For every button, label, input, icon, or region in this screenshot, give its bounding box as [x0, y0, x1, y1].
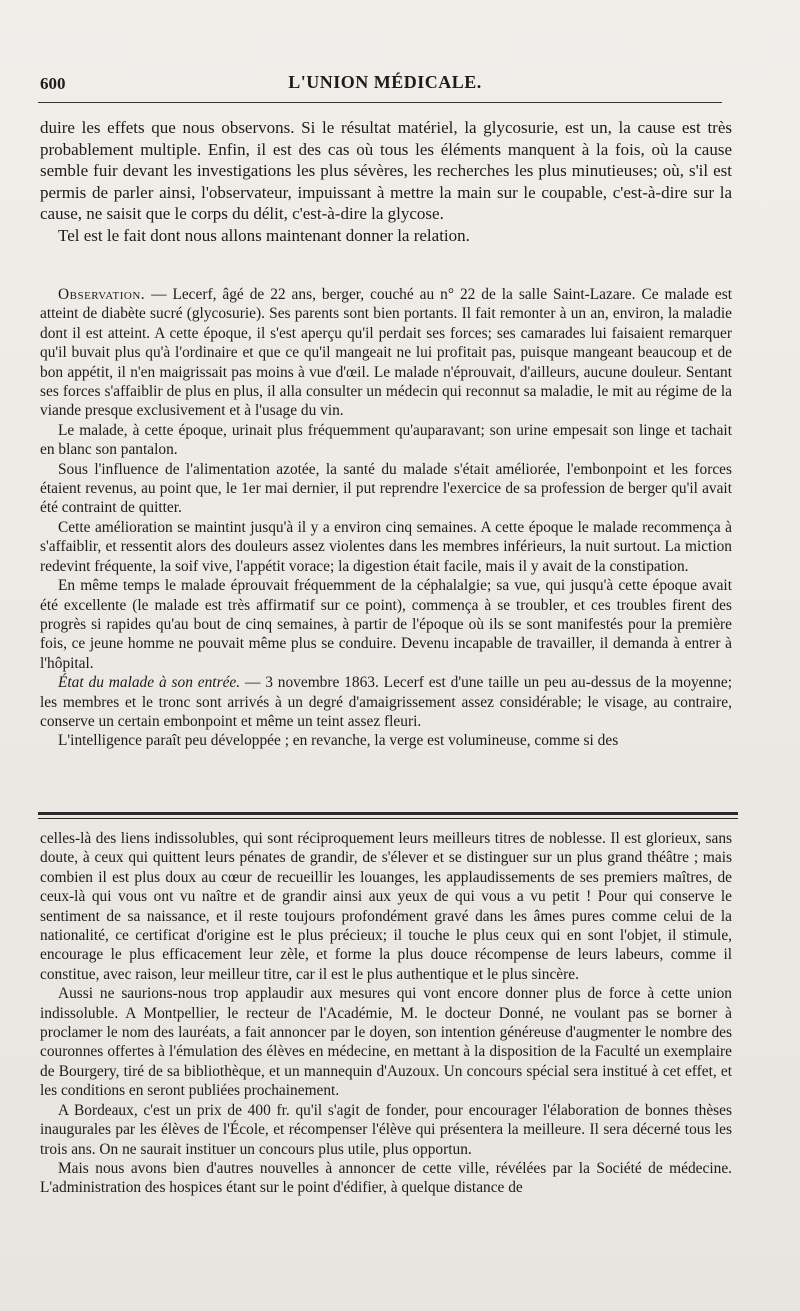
- paragraph-intro-relation: Tel est le fait dont nous allons maintenant donner la relation.: [58, 225, 470, 245]
- page-header: [40, 70, 730, 100]
- upper-article: [40, 117, 732, 246]
- running-title: L'UNION MÉDICALE.: [288, 72, 482, 92]
- paragraph-continuation: duire les effets que nous observons. Si le résultat matériel, la glycosurie, est un, la cause est très probablement multiple. Enfin, il est des cas où tous les éléments manquent à la fois, où la cause semble fuir devant les investigations les plus sévères, les recherches les plus minutieuses; où, s'il est permis de parler ainsi, l'observateur, impuissant à mettre la main sur le coupable, c'est-à-dire sur la cause, ne saisit que le corps du délit, c'est-à-dire la glycose.: [40, 118, 732, 223]
- paragraph-cephalalgie: En même temps le malade éprouvait fréquemment de la céphalalgie; sa vue, qui jusqu'à cette époque avait été excellente (le malade est très affirmatif sur ce point), commença à se troubler, et ces troubles firent des progrès si rapides qu'au bout de cinq semaines, à partir de l'époque où ils se sont manifestés pour la première fois, ce jeune homme ne pouvait même plus se conduire. Devenu incapable de travailler, il demanda à entrer à l'hôpital.: [40, 577, 732, 672]
- lower-article: [40, 829, 732, 1198]
- paragraph-nouvelles: Mais nous avons bien d'autres nouvelles à annoncer de cette ville, révélées par la Société de médecine. L'administration des hospices étant sur le point d'édifier, à quelque distance de: [40, 1159, 732, 1197]
- paragraph-alimentation: Sous l'influence de l'alimentation azotée, la santé du malade s'était améliorée, l'embonpoint et les forces étaient revenus, au point que, le 1er mai dernier, il put reprendre l'exercice de sa profession de berger qu'il avait été contraint de quitter.: [40, 460, 732, 517]
- paragraph-observation: [40, 285, 732, 421]
- paragraph-urine: Le malade, à cette époque, urinait plus fréquemment qu'auparavant; son urine empesait son linge et tachait en blanc son pantalon.: [40, 421, 732, 459]
- paragraph-montpellier: Aussi ne saurions-nous trop applaudir aux mesures qui vont encore donner plus de force à cette union indissoluble. A Montpellier, le recteur de l'Académie, M. le docteur Donné, ne voulant pas se borner à proclamer le nom des lauréats, a fait annoncer par le doyen, son intention généreuse d'augmenter le nombre des couronnes offertes à l'émulation des élèves en médecine, en mettant à la disposition de la Faculté un exemplaire de Bourgery, tiré de sa bibliothèque, et un mannequin d'Auzoux. Un concours spécial sera institué à cet effet, et les conditions en seront publiées prochainement.: [40, 985, 732, 1100]
- section-divider: [38, 812, 738, 819]
- paragraph-amelioration: Cette amélioration se maintint jusqu'à il y a environ cinq semaines. A cette époque le malade recommença à s'affaiblir, et ressentit alors des douleurs assez violentes dans les membres inférieurs, la nuit surtout. La miction redevint fréquente, la soif vive, l'appétit vorace; la digestion était facile, mais il y avait de la constipation.: [40, 518, 732, 575]
- paragraph-bordeaux: A Bordeaux, c'est un prix de 400 fr. qu'il s'agit de fonder, pour encourager l'élaboration de bonnes thèses inaugurales par les élèves de l'École, et récompenser l'élève qui présentera la meilleure. Il sera décerné tous les trois ans. On ne saurait instituer un concours plus utile, plus opportun.: [40, 1101, 732, 1158]
- etat-entree-label: État du malade à son entrée.: [58, 674, 241, 692]
- observation-text: — Lecerf, âgé de 22 ans, berger, couché au n° 22 de la salle Saint-Lazare. Ce malade est atteint de diabète sucré (glycosurie). Ses parents sont bien portants. Il fait remonter à un an, environ, la maladie dont il est atteint. A cette époque, il s'est aperçu qu'il perdait ses forces; ses camarades lui faisaient remarquer qu'il buvait plus qu'à l'ordinaire et que ce qu'il mangeait ne lui profitait pas, puisque mangeant beaucoup et de bon appétit, il n'en maigrissait pas moins à vue d'œil. Le malade n'éprouvait, d'ailleurs, aucune douleur. Sentant ses forces s'affaiblir de plus en plus, il alla consulter un médecin qui reconnut sa maladie, le mit au régime de la viande presque exclusivement et à l'usage du vin.: [40, 286, 732, 420]
- paragraph-etat-entree: [40, 673, 732, 731]
- etat-entree-text: — 3 novembre 1863. Lecerf est d'une taille un peu au-dessus de la moyenne; les membres et le tronc sont arrivés à un degré d'amaigrissement assez considérable; le visage, au contraire, conserve un certain embonpoint et même un teint assez fleuri.: [40, 674, 732, 730]
- paragraph-liens: celles-là des liens indissolubles, qui sont réciproquement leurs meilleurs titres de noblesse. Il est glorieux, sans doute, à ceux qui quittent leurs pénates de grandir, de s'élever et se distinguer sur un plus grand théâtre ; mais combien il est plus doux au cœur de recueillir les louanges, les applaudissements de ses premiers maîtres, de ceux-là qui vous ont vu naître et de grandir ainsi aux yeux de qui vous a vu petit ! Pour qui conserve le sentiment de sa naissance, et il reste toujours profondément gravé dans les âmes pures comme celui de la nationalité, ce certificat d'origine est le plus précieux; il touche le plus ceux qui en sont l'objet, il stimule, encourage le plus efficacement leur zèle, et forme la plus douce récompense de leurs labeurs, comme il constitue, avec raison, leur meilleur titre, car il est le plus authentique et le plus sincère.: [40, 830, 732, 983]
- observation-section: [40, 285, 732, 751]
- page-number: 600: [40, 74, 66, 93]
- header-rule: [38, 102, 722, 103]
- observation-label: Observation.: [58, 286, 146, 303]
- paragraph-intelligence: L'intelligence paraît peu développée ; en revanche, la verge est volumineuse, comme si des: [58, 732, 619, 750]
